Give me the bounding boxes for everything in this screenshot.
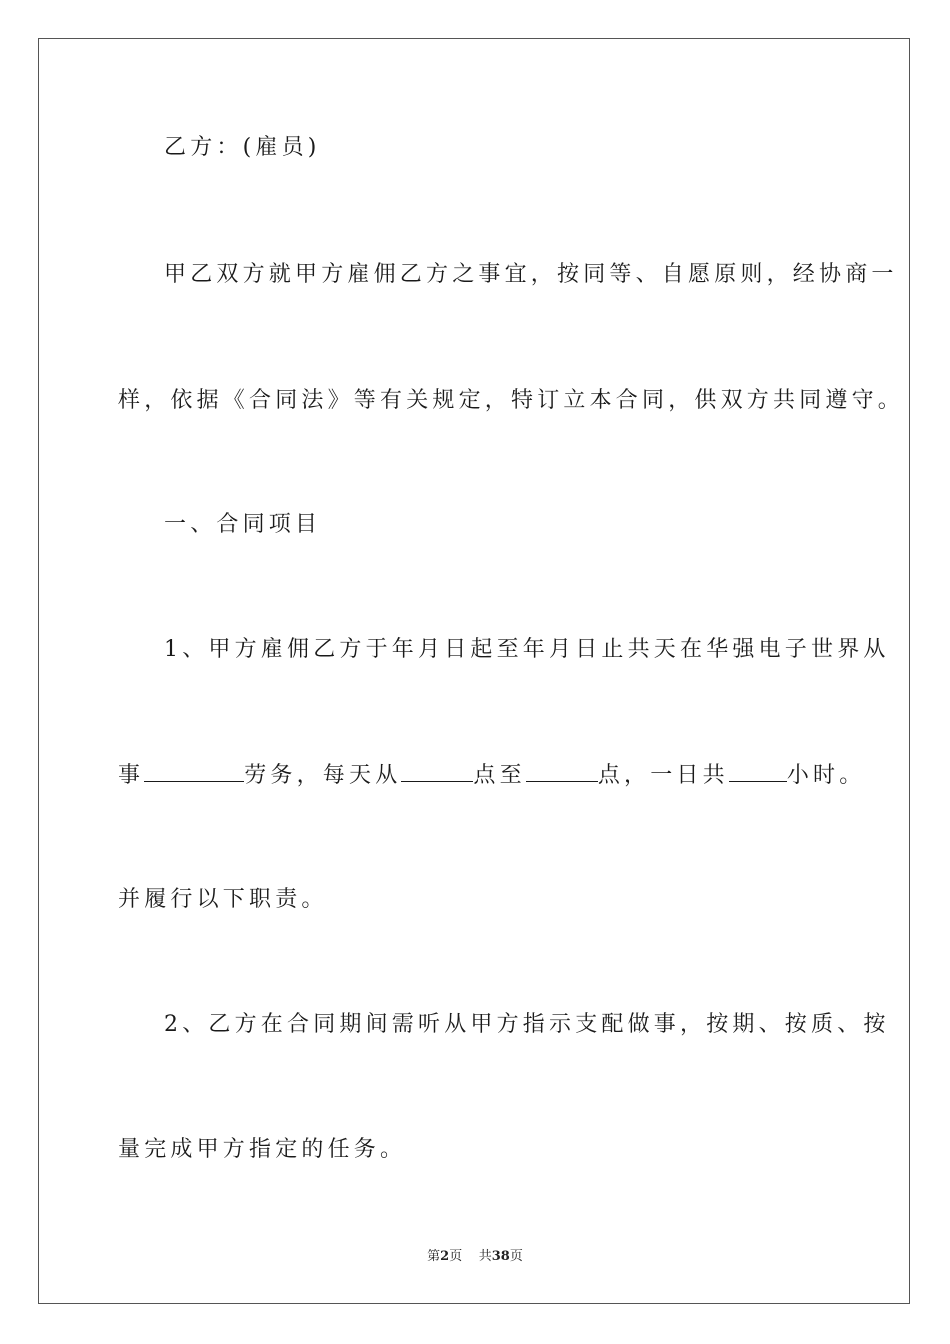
- footer-total-suffix: 页: [509, 1249, 523, 1264]
- footer-total-prefix: 共: [478, 1249, 492, 1264]
- footer-page-number: 2: [440, 1249, 450, 1264]
- footer-page-suffix: 页: [449, 1249, 463, 1264]
- intro-paragraph-line-2: 样，依据《合同法》等有关规定，特订立本合同，供双方共同遵守。: [118, 388, 905, 413]
- clause-1-text-b: 劳务，每天从: [244, 763, 402, 788]
- section-heading-contract-items: 一、合同项目: [164, 512, 322, 537]
- page-footer: [0, 1248, 950, 1266]
- intro-paragraph-line-1: 甲乙双方就甲方雇佣乙方之事宜，按同等、自愿原则，经协商一: [164, 262, 898, 287]
- fill-blank-start-hour: [401, 763, 473, 782]
- footer-total-pages: 38: [491, 1249, 510, 1264]
- clause-1-text-d: 点，一日共: [597, 763, 729, 788]
- clause-1-text-e: 小时。: [786, 763, 866, 788]
- clause-1-line-3: 并履行以下职责。: [118, 887, 328, 912]
- clause-1-text-a: 事: [118, 763, 145, 788]
- page-border: [38, 38, 910, 1304]
- fill-blank-total-hours: [729, 763, 787, 782]
- fill-blank-service-type: [144, 763, 244, 782]
- party-b-line: 乙方：(雇员): [164, 135, 321, 160]
- fill-blank-end-hour: [526, 763, 598, 782]
- footer-page-prefix: 第: [427, 1249, 441, 1264]
- clause-1-line-2: [118, 761, 865, 791]
- clause-2-line-2: 量完成甲方指定的任务。: [118, 1137, 407, 1162]
- clause-2-line-1: 2、乙方在合同期间需听从甲方指示支配做事，按期、按质、按: [164, 1012, 890, 1037]
- clause-1-text-c: 点至: [473, 763, 526, 788]
- clause-1-line-1: 1、甲方雇佣乙方于年月日起至年月日止共天在华强电子世界从: [164, 637, 890, 662]
